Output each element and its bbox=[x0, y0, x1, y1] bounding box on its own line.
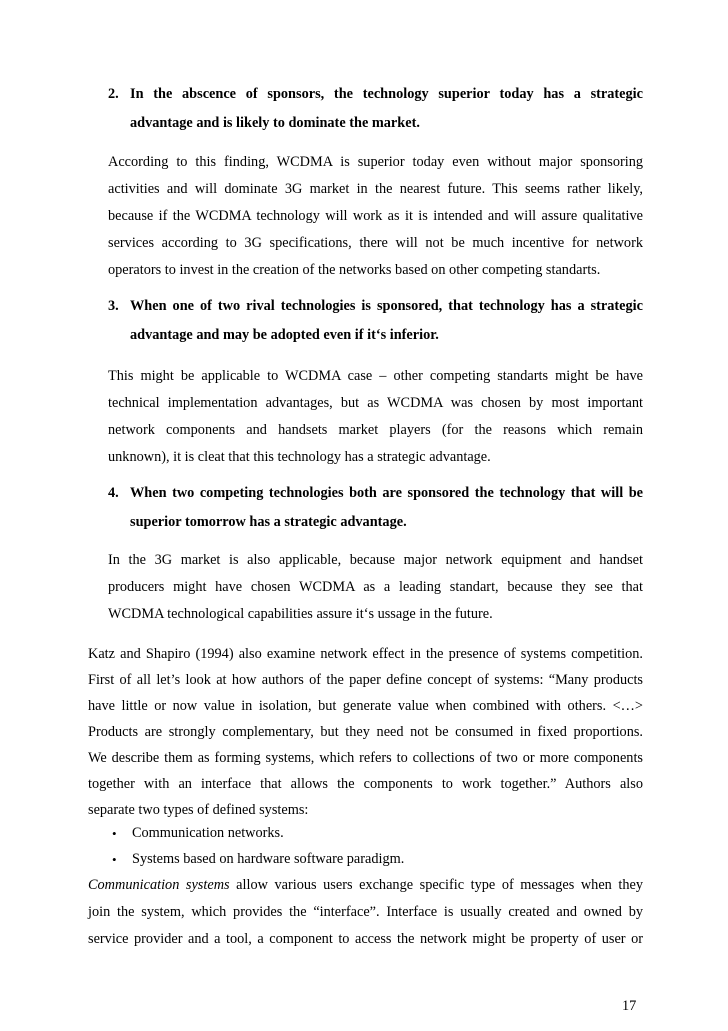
paragraph-line: First of all let’s look at how authors of the paper define concept of systems: “Many products bbox=[88, 672, 643, 688]
paragraph-line: join the system, which provides the “interface”. Interface is usually created and owned by bbox=[88, 904, 643, 920]
body-line: WCDMA technological capabilities assure it‘s ussage in the future. bbox=[108, 606, 493, 622]
bullet-item: Communication networks. bbox=[132, 825, 284, 841]
item-number: 4. bbox=[108, 485, 119, 501]
body-line: unknown), it is cleat that this technology has a strategic advantage. bbox=[108, 449, 491, 465]
paragraph-line: have little or now value in isolation, but generate value when combined with others. <…> bbox=[88, 698, 643, 714]
heading-line: When two competing technologies both are sponsored the technology that will be bbox=[130, 485, 643, 501]
body-line: producers might have chosen WCDMA as a leading standart, because they see that bbox=[108, 579, 643, 595]
italic-term: Communication systems bbox=[88, 877, 230, 893]
paragraph-line bbox=[88, 877, 643, 894]
communication-systems-paragraph bbox=[88, 877, 643, 957]
heading-line: In the abscence of sponsors, the technology superior today has a strategic bbox=[130, 86, 643, 102]
item-body bbox=[108, 552, 643, 627]
katz-shapiro-paragraph bbox=[88, 646, 643, 836]
bullet-icon: • bbox=[112, 826, 117, 841]
body-line: because if the WCDMA technology will work as it is intended and will assure qualitative bbox=[108, 208, 643, 224]
paragraph-line: together with an interface that allows the components to work together.” Authors also bbox=[88, 776, 643, 792]
bullet-icon: • bbox=[112, 852, 117, 867]
heading-line: When one of two rival technologies is sponsored, that technology has a strategic bbox=[130, 298, 643, 314]
paragraph-text: allow various users exchange specific type of messages when they bbox=[229, 877, 644, 893]
body-line: activities and will dominate 3G market in the nearest future. This seems rather likely, bbox=[108, 181, 643, 197]
page-number: 17 bbox=[622, 998, 637, 1014]
body-line: network components and handsets market players (for the reasons which remain bbox=[108, 422, 643, 438]
item-body bbox=[108, 154, 643, 284]
body-line: According to this finding, WCDMA is superior today even without major sponsoring bbox=[108, 154, 643, 170]
item-heading bbox=[130, 298, 643, 358]
body-line: In the 3G market is also applicable, because major network equipment and handset bbox=[108, 552, 643, 568]
body-line: operators to invest in the creation of the networks based on other competing standarts. bbox=[108, 262, 601, 278]
body-line: This might be applicable to WCDMA case – other competing standarts might be have bbox=[108, 368, 643, 384]
paragraph-line: Products are strongly complementary, but they need not be consumed in fixed proportions. bbox=[88, 724, 643, 740]
item-body bbox=[108, 368, 643, 468]
body-line: services according to 3G specifications, there will not be much incentive for network bbox=[108, 235, 643, 251]
paragraph-line: service provider and a tool, a component to access the network might be property of user or bbox=[88, 931, 643, 947]
item-number: 2. bbox=[108, 86, 119, 102]
body-line: technical implementation advantages, but as WCDMA was chosen by most important bbox=[108, 395, 643, 411]
paragraph-line: Katz and Shapiro (1994) also examine network effect in the presence of systems competition. bbox=[88, 646, 643, 662]
paragraph-line: separate two types of defined systems: bbox=[88, 802, 309, 818]
heading-line: advantage and may be adopted even if it‘s inferior. bbox=[130, 327, 439, 343]
heading-line: advantage and is likely to dominate the market. bbox=[130, 115, 420, 131]
paragraph-line: We describe them as forming systems, which refers to collections of two or more components bbox=[88, 750, 643, 766]
item-number: 3. bbox=[108, 298, 119, 314]
item-heading bbox=[130, 86, 643, 146]
heading-line: superior tomorrow has a strategic advantage. bbox=[130, 514, 407, 530]
item-heading bbox=[130, 485, 643, 545]
bullet-item: Systems based on hardware software paradigm. bbox=[132, 851, 405, 867]
